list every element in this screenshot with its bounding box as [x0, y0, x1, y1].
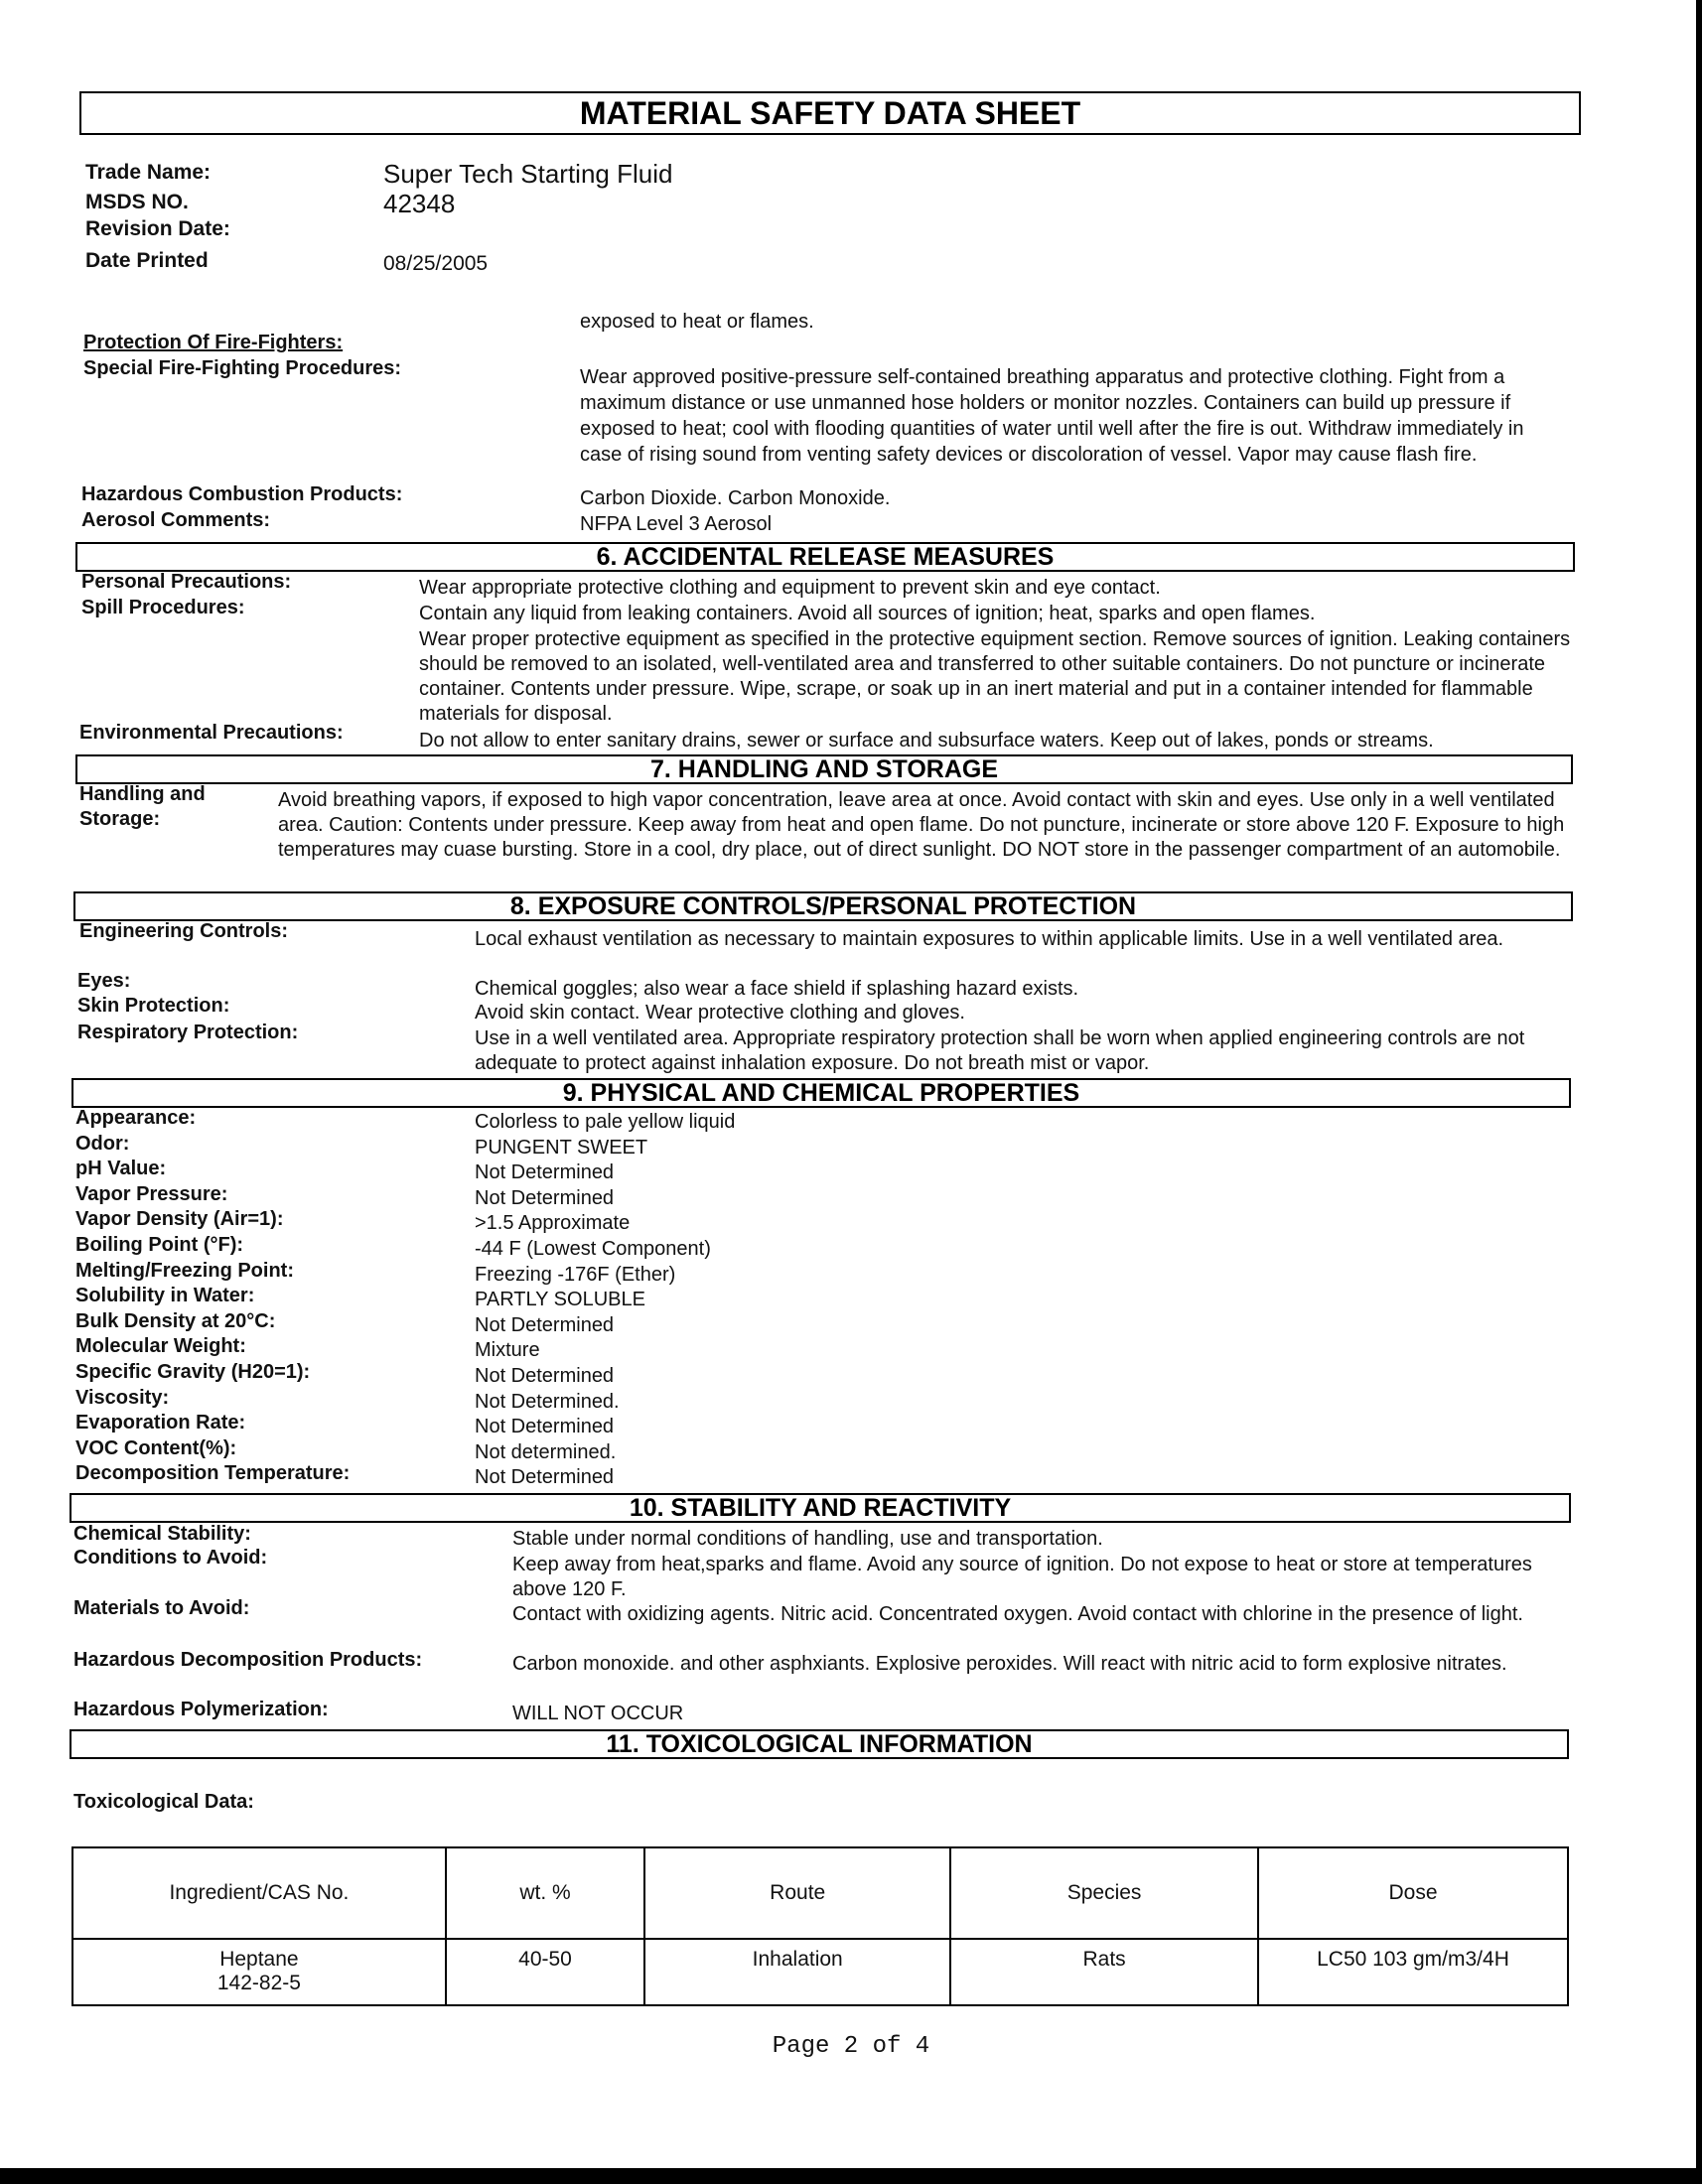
table-header-route: Route	[644, 1847, 950, 1939]
property-value: -44 F (Lowest Component)	[475, 1237, 711, 1260]
table-cell-route: Inhalation	[644, 1939, 950, 2005]
skin-protection-label: Skin Protection:	[77, 995, 230, 1017]
aerosol-comments-label: Aerosol Comments:	[81, 509, 271, 531]
skin-protection-text: Avoid skin contact. Wear protective clothing and gloves.	[475, 1002, 965, 1024]
property-label: Specific Gravity (H20=1):	[75, 1360, 311, 1383]
protection-fire-fighters-label: Protection Of Fire-Fighters:	[83, 332, 344, 353]
msds-no-label: MSDS NO.	[85, 191, 189, 213]
property-label: Vapor Pressure:	[75, 1182, 228, 1205]
date-printed-value: 08/25/2005	[383, 252, 489, 275]
property-label: Melting/Freezing Point:	[75, 1259, 294, 1282]
scan-edge-right	[1696, 0, 1702, 2184]
revision-date-label: Revision Date:	[85, 217, 230, 240]
conditions-to-avoid-text: Keep away from heat,sparks and flame. Avoid any source of ignition. Do not expose to heat or store at temperatures above 120 F.	[512, 1554, 1532, 1600]
document-title: MATERIAL SAFETY DATA SHEET	[79, 91, 1581, 135]
handling-storage-label-1: Handling and	[79, 783, 206, 805]
section-8-title: 8. EXPOSURE CONTROLS/PERSONAL PROTECTION	[73, 891, 1573, 921]
chemical-stability-text: Stable under normal conditions of handling, use and transportation.	[512, 1528, 1103, 1550]
personal-precautions-text: Wear appropriate protective clothing and equipment to prevent skin and eye contact.	[419, 577, 1161, 599]
property-value: Freezing -176F (Ether)	[475, 1263, 676, 1286]
property-label: Evaporation Rate:	[75, 1412, 246, 1434]
respiratory-protection-label: Respiratory Protection:	[77, 1022, 299, 1043]
property-value: Not Determined	[475, 1313, 615, 1336]
property-label: Molecular Weight:	[75, 1335, 246, 1358]
property-label: Solubility in Water:	[75, 1285, 255, 1307]
ingredient-cas: 142-82-5	[216, 1972, 301, 1994]
hazardous-combustion-label: Hazardous Combustion Products:	[81, 483, 403, 505]
property-labels	[75, 1106, 350, 1487]
property-value: Not Determined	[475, 1416, 615, 1438]
property-value: Not Determined.	[475, 1390, 620, 1413]
engineering-controls-label: Engineering Controls:	[79, 920, 288, 942]
property-value: Mixture	[475, 1339, 540, 1362]
conditions-to-avoid-label: Conditions to Avoid:	[73, 1547, 268, 1569]
property-label: Bulk Density at 20°C:	[75, 1309, 276, 1332]
eyes-label: Eyes:	[77, 970, 131, 992]
eyes-text: Chemical goggles; also wear a face shield if splashing hazard exists.	[475, 978, 1079, 1000]
hazardous-decomposition-text: Carbon monoxide. and other asphxiants. Explosive peroxides. Will react with nitric acid to form explosive nitrates.	[512, 1653, 1507, 1675]
property-value: Not Determined	[475, 1186, 615, 1209]
table-cell-wt: 40-50	[446, 1939, 644, 2005]
handling-storage-text: Avoid breathing vapors, if exposed to high vapor concentration, leave area at once. Avoid contact with skin and eyes. Use only in a well ventilated area. Caution: Contents under pressure. Keep away from heat and open flame. Do not puncture, incinerate or store above 120 F. Exposure to high temperatures may cuase bursting. Store in a cool, dry place, out of direct sunlight. DO NOT store in the passenger compartment of an automobile.	[278, 789, 1565, 861]
hazardous-polymerization-text: WILL NOT OCCUR	[512, 1703, 684, 1724]
property-value: PARTLY SOLUBLE	[475, 1289, 645, 1311]
environmental-precautions-text: Do not allow to enter sanitary drains, sewer or surface and subsurface waters. Keep out of lakes, ponds or streams.	[419, 730, 1434, 751]
property-value: PUNGENT SWEET	[475, 1136, 648, 1159]
table-header-row	[72, 1847, 1568, 1939]
property-label: Odor:	[75, 1132, 130, 1155]
property-value: Not Determined	[475, 1466, 615, 1489]
section-7-title: 7. HANDLING AND STORAGE	[75, 754, 1573, 784]
handling-storage-label-2: Storage:	[79, 808, 161, 830]
toxicological-table	[71, 1846, 1569, 2006]
table-header-dose: Dose	[1258, 1847, 1568, 1939]
table-header-ingredient: Ingredient/CAS No.	[72, 1847, 446, 1939]
fire-carryover-text: exposed to heat or flames.	[580, 311, 814, 333]
property-label: Appearance:	[75, 1107, 197, 1129]
section-6-title: 6. ACCIDENTAL RELEASE MEASURES	[75, 542, 1575, 572]
trade-name-value: Super Tech Starting Fluid	[383, 159, 673, 189]
section-9-title: 9. PHYSICAL AND CHEMICAL PROPERTIES	[71, 1078, 1571, 1108]
property-label: VOC Content(%):	[75, 1436, 237, 1459]
property-value: Not Determined	[475, 1161, 615, 1184]
table-cell-ingredient	[72, 1939, 446, 2005]
ingredient-name: Heptane	[219, 1948, 299, 1971]
property-value: Not determined.	[475, 1440, 617, 1463]
personal-precautions-label: Personal Precautions:	[81, 571, 292, 593]
aerosol-comments-text: NFPA Level 3 Aerosol	[580, 513, 773, 535]
spill-procedures-text-1: Contain any liquid from leaking containers. Avoid all sources of ignition; heat, sparks and open flames.	[419, 603, 1316, 624]
property-value: Colorless to pale yellow liquid	[475, 1111, 736, 1133]
chemical-stability-label: Chemical Stability:	[73, 1523, 251, 1545]
table-header-species: Species	[950, 1847, 1258, 1939]
section-11-title: 11. TOXICOLOGICAL INFORMATION	[70, 1729, 1569, 1759]
msds-no-value: 42348	[383, 189, 456, 218]
property-label: Boiling Point (°F):	[75, 1233, 244, 1256]
table-cell-dose: LC50 103 gm/m3/4H	[1258, 1939, 1568, 2005]
respiratory-protection-text: Use in a well ventilated area. Appropriate respiratory protection shall be worn when applied engineering controls are not adequate to protect against inhalation exposure. Do not breath mist or vapor.	[475, 1027, 1525, 1074]
toxicological-data-label: Toxicological Data:	[73, 1791, 254, 1813]
property-label: Decomposition Temperature:	[75, 1462, 351, 1485]
property-label: Vapor Density (Air=1):	[75, 1208, 284, 1231]
table-header-wt: wt. %	[446, 1847, 644, 1939]
spill-procedures-text-2: Wear proper protective equipment as specified in the protective equipment section. Remove sources of ignition. Leaking containers should be removed to an isolated, well-ventilated area and transferred to other suitable containers. Do not puncture or incinerate container. Contents under pressure. Wipe, scrape, or soak up in an inert material and put in a container intended for flammable materials for disposal.	[419, 628, 1571, 725]
materials-to-avoid-text: Contact with oxidizing agents. Nitric acid. Concentrated oxygen. Avoid contact with chlorine in the presence of light.	[512, 1603, 1523, 1625]
property-values	[475, 1110, 735, 1491]
property-value: Not Determined	[475, 1364, 615, 1387]
special-fire-fighting-text: Wear approved positive-pressure self-contained breathing apparatus and protective clothing. Fight from a maximum distance or use unmanned hose holders or monitor nozzles. Containers can build up pressure if exposed to heat; cool with flooding quantities of water until well after the fire is out. Withdraw immediately in case of rising sound from venting safety devices or discoloration of vessel. Vapor may cause flash fire.	[580, 366, 1524, 466]
property-label: Viscosity:	[75, 1386, 170, 1409]
property-value: >1.5 Approximate	[475, 1212, 631, 1235]
hazardous-polymerization-label: Hazardous Polymerization:	[73, 1699, 329, 1720]
spill-procedures-label: Spill Procedures:	[81, 597, 245, 618]
engineering-controls-text: Local exhaust ventilation as necessary to maintain exposures to within applicable limits. Use in a well ventilated area.	[475, 928, 1504, 950]
special-fire-fighting-label: Special Fire-Fighting Procedures:	[83, 357, 402, 379]
section-10-title: 10. STABILITY AND REACTIVITY	[70, 1493, 1571, 1523]
environmental-precautions-label: Environmental Precautions:	[79, 722, 344, 744]
scan-edge-bottom	[0, 2168, 1702, 2184]
materials-to-avoid-label: Materials to Avoid:	[73, 1597, 250, 1619]
hazardous-combustion-text: Carbon Dioxide. Carbon Monoxide.	[580, 487, 891, 509]
date-printed-label: Date Printed	[85, 249, 209, 272]
table-row	[72, 1939, 1568, 2005]
hazardous-decomposition-label: Hazardous Decomposition Products:	[73, 1649, 423, 1671]
page-number: Page 2 of 4	[772, 2033, 930, 2060]
table-cell-species: Rats	[950, 1939, 1258, 2005]
trade-name-label: Trade Name:	[85, 161, 212, 184]
property-label: pH Value:	[75, 1158, 167, 1180]
